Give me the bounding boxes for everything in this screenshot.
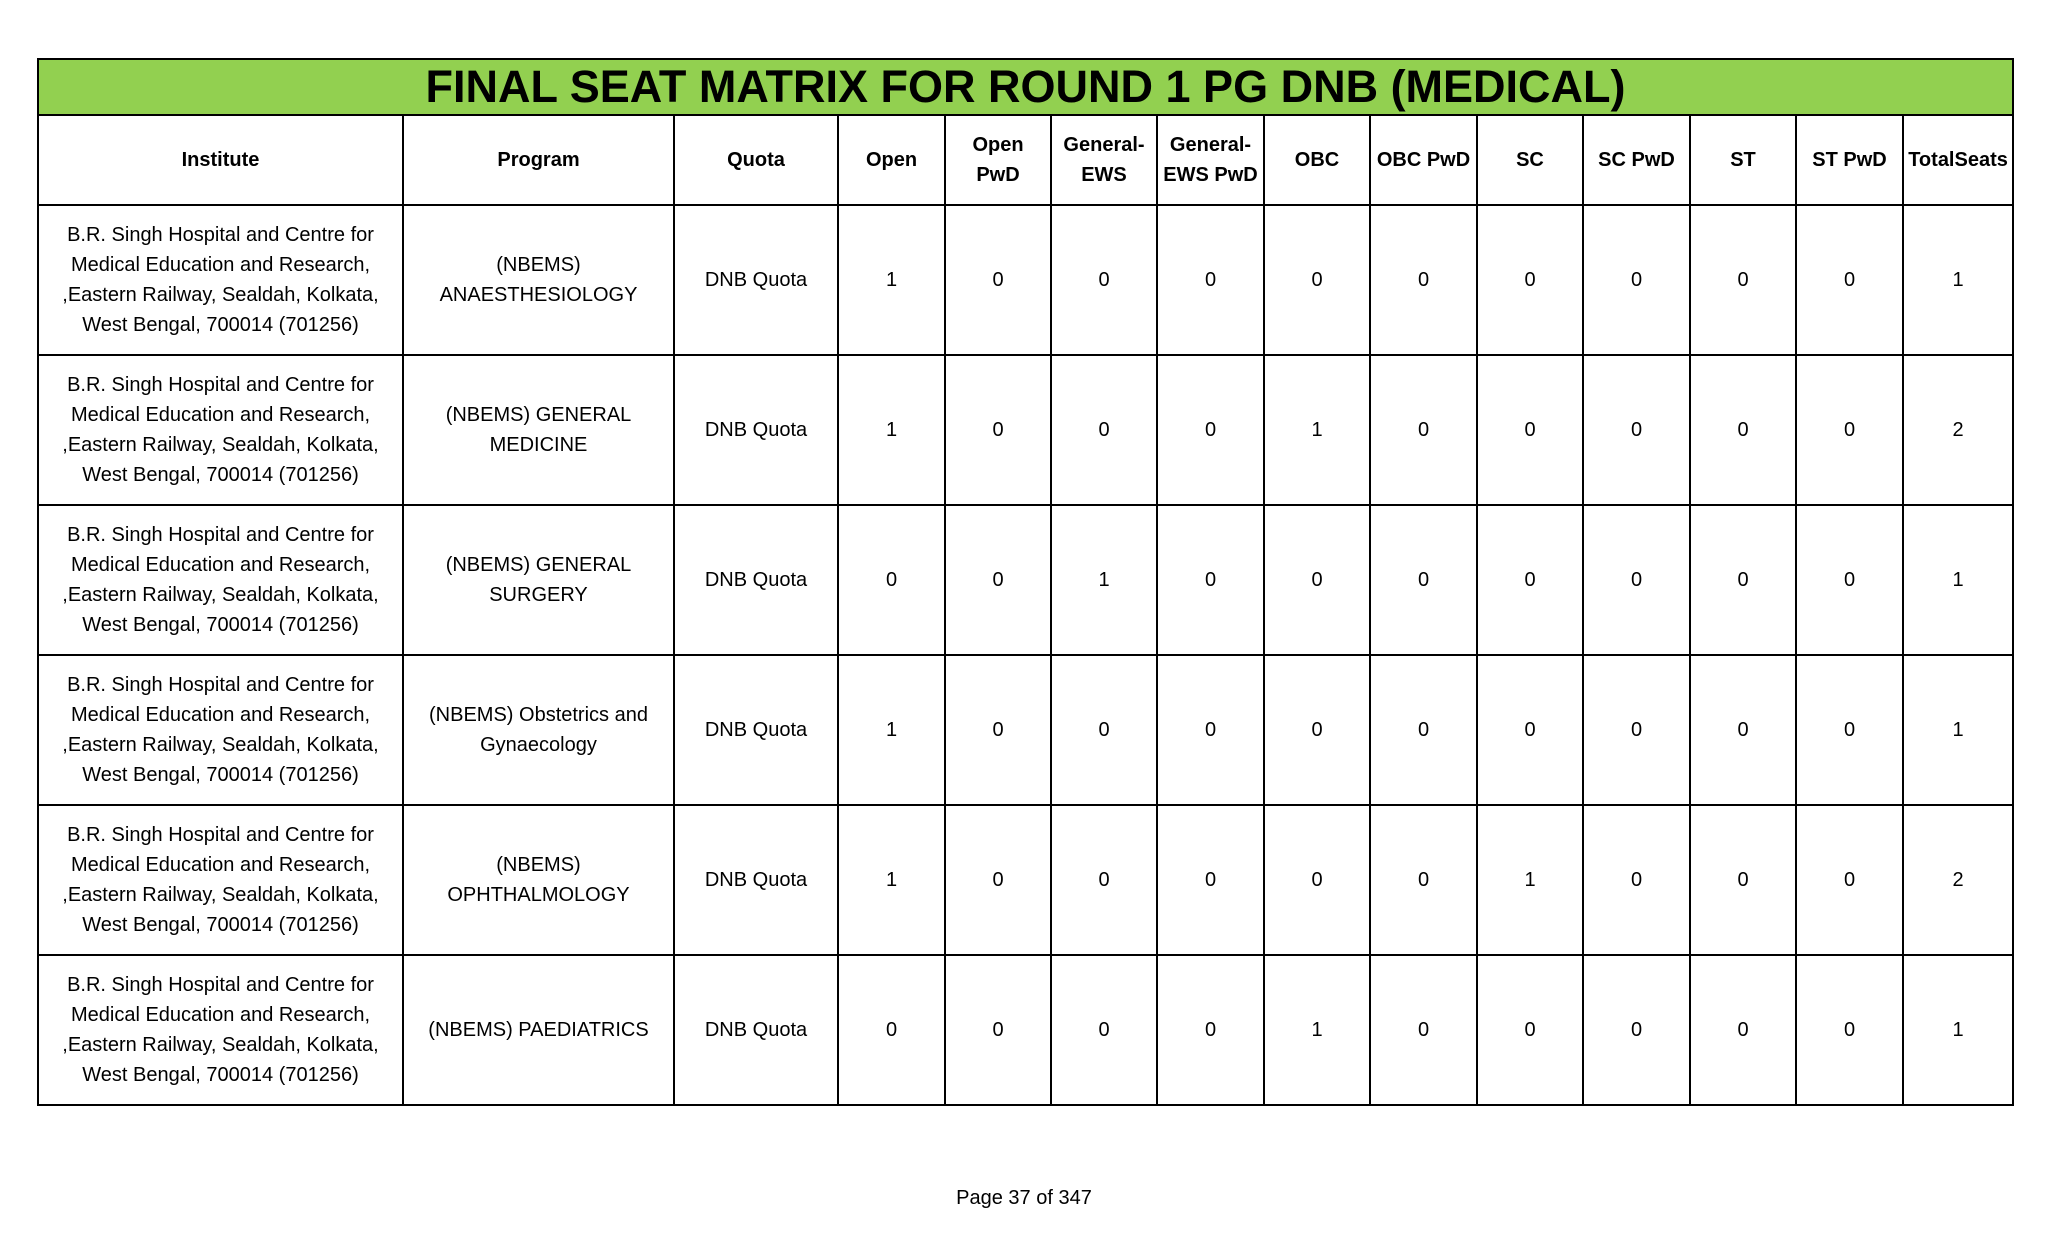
seat-count-cell: 0: [1051, 955, 1157, 1105]
program-cell: (NBEMS) PAEDIATRICS: [403, 955, 674, 1105]
seat-count-cell: 0: [1583, 805, 1690, 955]
seat-count-cell: 0: [838, 955, 945, 1105]
seat-count-cell: 1: [1903, 505, 2013, 655]
seat-count-cell: 0: [838, 505, 945, 655]
seat-count-cell: 0: [1690, 955, 1796, 1105]
seat-count-cell: 2: [1903, 355, 2013, 505]
page-number: Page 37 of 347: [956, 1187, 1092, 1209]
column-header: Open PwD: [945, 115, 1051, 205]
seat-count-cell: 0: [1796, 355, 1903, 505]
seat-count-cell: 0: [1690, 205, 1796, 355]
institute-cell: B.R. Singh Hospital and Centre for Medical Education and Research, ,Eastern Railway, Sealdah, Kolkata, West Bengal, 700014 (701256): [38, 355, 403, 505]
seat-matrix-sheet: [37, 58, 2012, 1106]
program-cell: (NBEMS) GENERAL MEDICINE: [403, 355, 674, 505]
seat-count-cell: 1: [838, 205, 945, 355]
seat-count-cell: 0: [1370, 505, 1477, 655]
quota-cell: DNB Quota: [674, 805, 838, 955]
seat-count-cell: 0: [1051, 355, 1157, 505]
seat-count-cell: 0: [1051, 655, 1157, 805]
seat-count-cell: 0: [1796, 655, 1903, 805]
seat-count-cell: 0: [1477, 505, 1583, 655]
seat-count-cell: 0: [945, 805, 1051, 955]
seat-count-cell: 1: [1477, 805, 1583, 955]
seat-count-cell: 0: [945, 355, 1051, 505]
institute-cell: B.R. Singh Hospital and Centre for Medical Education and Research, ,Eastern Railway, Sealdah, Kolkata, West Bengal, 700014 (701256): [38, 505, 403, 655]
seat-count-cell: 0: [1264, 205, 1370, 355]
seat-count-cell: 0: [1370, 805, 1477, 955]
seat-count-cell: 0: [1796, 955, 1903, 1105]
seat-count-cell: 0: [1157, 655, 1264, 805]
header-row: [38, 115, 2013, 205]
table-row: [38, 805, 2013, 955]
seat-count-cell: 0: [1583, 205, 1690, 355]
column-header: OBC PwD: [1370, 115, 1477, 205]
seat-count-cell: 0: [1477, 205, 1583, 355]
seat-count-cell: 0: [1796, 805, 1903, 955]
seat-count-cell: 1: [838, 655, 945, 805]
seat-count-cell: 0: [1264, 805, 1370, 955]
institute-cell: B.R. Singh Hospital and Centre for Medical Education and Research, ,Eastern Railway, Sealdah, Kolkata, West Bengal, 700014 (701256): [38, 205, 403, 355]
seat-count-cell: 0: [1583, 955, 1690, 1105]
seat-count-cell: 1: [1903, 655, 2013, 805]
seat-count-cell: 0: [945, 655, 1051, 805]
column-header: TotalSeats: [1903, 115, 2013, 205]
program-cell: (NBEMS) GENERAL SURGERY: [403, 505, 674, 655]
seat-count-cell: 0: [1264, 505, 1370, 655]
seat-count-cell: 0: [1796, 205, 1903, 355]
seat-count-cell: 0: [1583, 505, 1690, 655]
seat-count-cell: 1: [1264, 355, 1370, 505]
table-row: [38, 355, 2013, 505]
table-row: [38, 955, 2013, 1105]
quota-cell: DNB Quota: [674, 355, 838, 505]
column-header: General-EWS PwD: [1157, 115, 1264, 205]
seat-count-cell: 0: [1690, 805, 1796, 955]
column-header: OBC: [1264, 115, 1370, 205]
seat-count-cell: 0: [1796, 505, 1903, 655]
seat-count-cell: 0: [1370, 355, 1477, 505]
column-header: SC PwD: [1583, 115, 1690, 205]
column-header: ST: [1690, 115, 1796, 205]
institute-cell: B.R. Singh Hospital and Centre for Medical Education and Research, ,Eastern Railway, Sealdah, Kolkata, West Bengal, 700014 (701256): [38, 955, 403, 1105]
column-header: SC: [1477, 115, 1583, 205]
seat-count-cell: 0: [1690, 355, 1796, 505]
table-row: [38, 655, 2013, 805]
seat-count-cell: 1: [1264, 955, 1370, 1105]
seat-count-cell: 0: [1690, 655, 1796, 805]
seat-count-cell: 0: [1157, 355, 1264, 505]
seat-count-cell: 0: [1157, 805, 1264, 955]
table-row: [38, 205, 2013, 355]
seat-matrix-table: [37, 58, 2014, 1106]
seat-count-cell: 0: [1157, 205, 1264, 355]
column-header: Institute: [38, 115, 403, 205]
quota-cell: DNB Quota: [674, 505, 838, 655]
seat-count-cell: 0: [1477, 955, 1583, 1105]
seat-count-cell: 0: [945, 955, 1051, 1105]
seat-count-cell: 0: [1370, 205, 1477, 355]
column-header: General-EWS: [1051, 115, 1157, 205]
seat-count-cell: 0: [1690, 505, 1796, 655]
column-header: Open: [838, 115, 945, 205]
seat-count-cell: 1: [838, 355, 945, 505]
institute-cell: B.R. Singh Hospital and Centre for Medical Education and Research, ,Eastern Railway, Sealdah, Kolkata, West Bengal, 700014 (701256): [38, 805, 403, 955]
seat-count-cell: 0: [1477, 655, 1583, 805]
column-header: ST PwD: [1796, 115, 1903, 205]
table-body: [38, 205, 2013, 1105]
quota-cell: DNB Quota: [674, 955, 838, 1105]
seat-count-cell: 0: [1051, 805, 1157, 955]
seat-count-cell: 0: [945, 505, 1051, 655]
seat-count-cell: 0: [1370, 655, 1477, 805]
seat-count-cell: 0: [1583, 655, 1690, 805]
seat-count-cell: 0: [1157, 505, 1264, 655]
quota-cell: DNB Quota: [674, 655, 838, 805]
table-title: FINAL SEAT MATRIX FOR ROUND 1 PG DNB (MEDICAL): [38, 59, 2013, 115]
seat-count-cell: 0: [1583, 355, 1690, 505]
seat-count-cell: 0: [1264, 655, 1370, 805]
program-cell: (NBEMS) Obstetrics and Gynaecology: [403, 655, 674, 805]
seat-count-cell: 0: [1157, 955, 1264, 1105]
seat-count-cell: 2: [1903, 805, 2013, 955]
program-cell: (NBEMS) OPHTHALMOLOGY: [403, 805, 674, 955]
seat-count-cell: 0: [1051, 205, 1157, 355]
column-header: Quota: [674, 115, 838, 205]
seat-count-cell: 0: [1370, 955, 1477, 1105]
seat-count-cell: 0: [1477, 355, 1583, 505]
column-header: Program: [403, 115, 674, 205]
seat-count-cell: 1: [838, 805, 945, 955]
seat-count-cell: 0: [945, 205, 1051, 355]
program-cell: (NBEMS) ANAESTHESIOLOGY: [403, 205, 674, 355]
seat-count-cell: 1: [1903, 955, 2013, 1105]
table-row: [38, 505, 2013, 655]
institute-cell: B.R. Singh Hospital and Centre for Medical Education and Research, ,Eastern Railway, Sealdah, Kolkata, West Bengal, 700014 (701256): [38, 655, 403, 805]
seat-count-cell: 1: [1903, 205, 2013, 355]
quota-cell: DNB Quota: [674, 205, 838, 355]
seat-count-cell: 1: [1051, 505, 1157, 655]
